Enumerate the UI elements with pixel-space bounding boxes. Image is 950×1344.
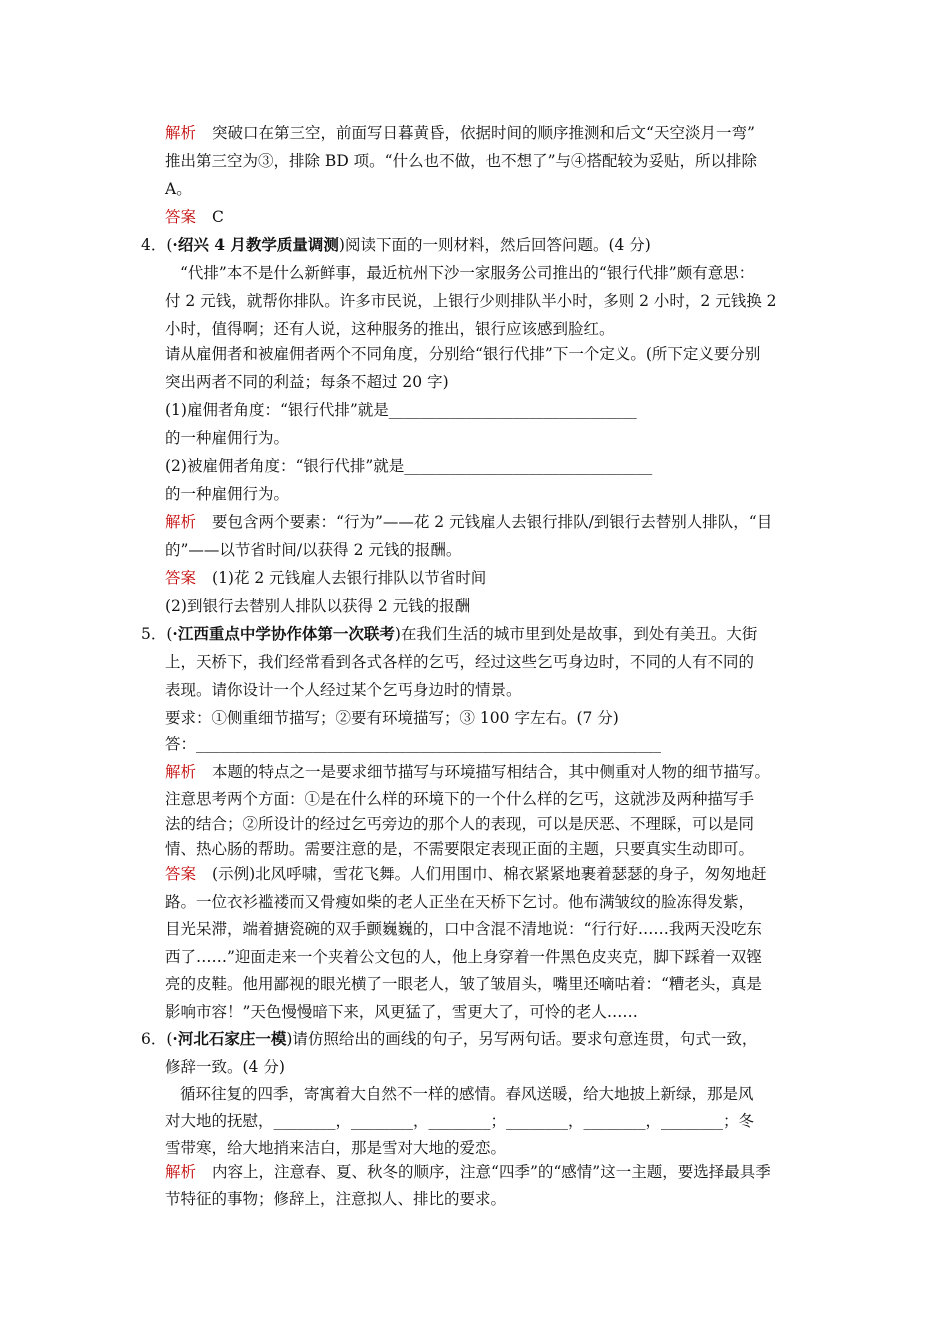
q4-material-line-2: 付 2 元钱，就帮你排队。许多市民说，上银行少则排队半小时，多则 2 小时，2 元钱换 2 <box>165 292 777 310</box>
q5-analysis-line-4: 情、热心肠的帮助。需要注意的是，不需要限定表现正面的主题，只要真实生动即可。 <box>165 840 755 858</box>
q5-answer-line-6: 影响市容！”天色慢慢暗下来，风更猛了，雪更大了，可怜的老人…… <box>165 1003 638 1021</box>
q4-answer-line-2: (2)到银行去替别人排队以获得 2 元钱的报酬 <box>165 597 471 615</box>
q4-prompt: )阅读下面的一则材料，然后回答问题。(4 分) <box>338 236 651 254</box>
answer-text: (示例)北风呼啸，雪花飞舞。人们用围巾、棉衣紧紧地裹着瑟瑟的身子，匆匆地赶 <box>212 865 767 883</box>
answer-label: 答案 <box>165 865 197 883</box>
analysis-text: 本题的特点之一是要求细节描写与环境描写相结合，其中侧重对人物的细节描写。 <box>212 763 771 781</box>
q6-source: ·河北石家庄一模 <box>172 1029 287 1048</box>
q5-requirements: 要求：①侧重细节描写；②要有环境描写；③ 100 字左右。(7 分) <box>165 709 619 727</box>
analysis-label: 解析 <box>165 513 197 531</box>
q6-prompt: )请仿照给出的画线的句子，另写两句话。要求句意连贯，句式一致， <box>286 1030 758 1048</box>
q5-analysis-line-3: 法的结合；②所设计的经过乞丐旁边的那个人的表现，可以是厌恶、不理睬，可以是同 <box>165 815 755 833</box>
q6-material-line-1: 循环往复的四季，寄寓着大自然不一样的感情。春风送暖，给大地披上新绿，那是风 <box>180 1085 754 1103</box>
analysis-text: 突破口在第三空，前面写日暮黄昏，依据时间的顺序推测和后文“天空淡月一弯” <box>212 124 755 142</box>
q5-prompt-line-3: 表现。请你设计一个人经过某个乞丐身边时的情景。 <box>165 681 522 699</box>
q5-analysis-line-2: 注意思考两个方面：①是在什么样的环境下的一个什么样的乞丐，这就涉及两种描写手 <box>165 790 755 808</box>
q5-answer-line-1 <box>165 864 767 884</box>
q4-source: ·绍兴 4 月教学质量调测 <box>172 235 339 254</box>
q3-analysis-line-3: A。 <box>165 180 192 198</box>
q5-answer-blank: 答：____________________________________________________________ <box>165 735 662 753</box>
q6-material-line-3: 雪带寒，给大地捎来洁白，那是雪对大地的爱恋。 <box>165 1139 507 1157</box>
q4-material-line-3: 小时，值得啊；还有人说，这种服务的推出，银行应该感到脸红。 <box>165 320 615 338</box>
answer-text: (1)花 2 元钱雇人去银行排队以节省时间 <box>212 569 487 587</box>
q5-source: ·江西重点中学协作体第一次联考 <box>172 624 395 643</box>
answer-label: 答案 <box>165 569 197 587</box>
q5-prompt-line-2: 上，天桥下，我们经常看到各式各样的乞丐，经过这些乞丐身边时，不同的人有不同的 <box>165 653 755 671</box>
q4-heading <box>141 235 651 255</box>
q4-analysis-line-2: 的”——以节省时间/以获得 2 元钱的报酬。 <box>165 541 462 559</box>
q5-number: 5．( <box>141 625 173 643</box>
q5-answer-line-4: 西了……”迎面走来一个夹着公文包的人，他上身穿着一件黑色皮夹克，脚下踩着一双铿 <box>165 948 762 966</box>
q3-analysis-line-2: 推出第三空为③，排除 BD 项。“什么也不做，也不想了”与④搭配较为妥贴，所以排除 <box>165 152 758 170</box>
analysis-label: 解析 <box>165 124 197 142</box>
q6-heading <box>141 1029 757 1049</box>
analysis-text: 要包含两个要素：“行为”——花 2 元钱雇人去银行排队/到银行去替别人排队，“目 <box>212 513 773 531</box>
q4-requirement-line-1: 请从雇佣者和被雇佣者两个不同角度，分别给“银行代排”下一个定义。(所下定义要分别 <box>165 345 761 363</box>
q3-analysis-line-1 <box>165 123 755 143</box>
q4-sub-2: (2)被雇佣者角度：“银行代排”就是________________________________ <box>165 457 653 475</box>
q5-analysis-line-1 <box>165 762 770 782</box>
q4-analysis-line-1 <box>165 512 772 532</box>
q4-sub-2-tail: 的一种雇佣行为。 <box>165 485 290 503</box>
q3-answer-line <box>165 207 224 227</box>
q6-analysis-line-2: 节特征的事物；修辞上，注意拟人、排比的要求。 <box>165 1190 507 1208</box>
q5-prompt: )在我们生活的城市里到处是故事，到处有美丑。大街 <box>394 625 758 643</box>
answer-label: 答案 <box>165 208 197 226</box>
q6-analysis-line-1 <box>165 1162 771 1182</box>
analysis-label: 解析 <box>165 1163 197 1181</box>
q6-prompt-line-2: 修辞一致。(4 分) <box>165 1058 285 1076</box>
analysis-text: 内容上，注意春、夏、秋冬的顺序，注意“四季”的“感情”这一主题，要选择最具季 <box>212 1163 771 1181</box>
q6-number: 6．( <box>141 1030 173 1048</box>
q4-sub-1: (1)雇佣者角度：“银行代排”就是________________________________ <box>165 401 637 419</box>
q5-answer-line-3: 目光呆滞，端着搪瓷碗的双手颤巍巍的，口中含混不清地说：“行行好……我两天没吃东 <box>165 920 762 938</box>
q5-heading <box>141 624 757 644</box>
q6-material-line-2: 对大地的抚慰，________，________，________；________，________，________；冬 <box>165 1112 755 1130</box>
q4-answer-line-1 <box>165 568 486 588</box>
q4-material-line-1: “代排”本不是什么新鲜事，最近杭州下沙一家服务公司推出的“银行代排”颇有意思： <box>180 264 755 282</box>
q5-answer-line-5: 亮的皮鞋。他用鄙视的眼光横了一眼老人，皱了皱眉头，嘴里还嘀咕着：“糟老头，真是 <box>165 975 762 993</box>
q4-requirement-line-2: 突出两者不同的利益；每条不超过 20 字) <box>165 373 449 391</box>
analysis-label: 解析 <box>165 763 197 781</box>
q5-answer-line-2: 路。一位衣衫褴褛而又骨瘦如柴的老人正坐在天桥下乞讨。他布满皱纹的脸冻得发紫， <box>165 893 755 911</box>
q4-number: 4．( <box>141 236 173 254</box>
answer-text: C <box>212 208 224 226</box>
q4-sub-1-tail: 的一种雇佣行为。 <box>165 429 290 447</box>
